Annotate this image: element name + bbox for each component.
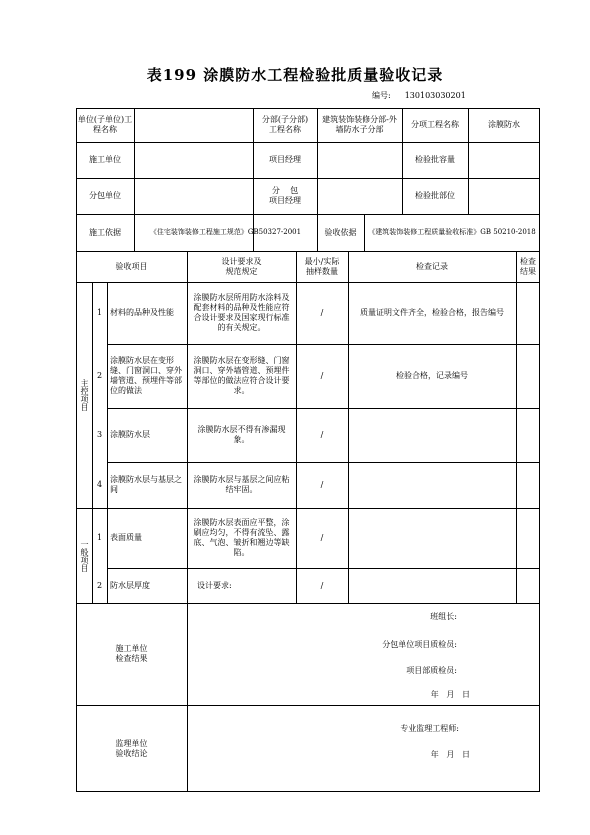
main-control-group-label: 主控项目 xyxy=(80,379,89,411)
item-name: 涂膜防水层 xyxy=(110,430,150,439)
column-header-record: 检查记录 xyxy=(416,261,448,271)
batch-location-label: 检验批部位 xyxy=(415,191,455,200)
item-requirement: 涂膜防水层所用防水涂料及配套材料的品种及性能应符合设计要求及国家现行标准的有关规定。 xyxy=(193,293,290,332)
sub-project-manager-label: 分 包 项目经理 xyxy=(269,186,301,205)
item-number: 1 xyxy=(96,533,103,542)
item-name: 材料的品种及性能 xyxy=(110,308,174,317)
team-leader-label: 班组长: xyxy=(430,612,457,621)
subcontractor-label: 分包单位 xyxy=(89,191,121,200)
item-name: 防水层厚度 xyxy=(110,580,150,590)
item-number: 4 xyxy=(96,480,103,489)
item-number: 1 xyxy=(96,308,103,317)
serial-number xyxy=(372,90,466,101)
contractor-result-label: 施工单位 检查结果 xyxy=(115,644,148,663)
item-sample: / xyxy=(320,533,324,542)
item-requirement: 涂膜防水层在变形缝、门窗洞口、穿外墙管道、预埋件等部位的做法应符合设计要求。 xyxy=(193,356,290,395)
acceptance-basis-label: 验收依据 xyxy=(324,227,357,237)
col-divider xyxy=(516,251,517,603)
column-header-result: 检查 结果 xyxy=(520,256,536,276)
item-requirement: 涂膜防水层不得有渗漏现象。 xyxy=(197,425,286,444)
item-requirement: 涂膜防水层与基层之间应粘结牢固。 xyxy=(193,475,290,494)
serial-label: 编号: xyxy=(372,91,391,100)
construction-basis-value: 《住宅装饰装修工程施工规范》GB50327-2001 xyxy=(149,228,302,236)
item-sample: / xyxy=(320,430,324,439)
item-number: 3 xyxy=(96,430,103,439)
item-name: 涂膜防水层在变形缝、门窗洞口、穿外墙管道、预埋件等部位的做法 xyxy=(110,356,182,395)
acceptance-basis-value: 《建筑装饰装修工程质量验收标准》GB 50210-2018 xyxy=(368,228,536,236)
item-project-value: 涂膜防水 xyxy=(488,120,520,129)
item-sample: / xyxy=(320,480,324,489)
item-requirement: 涂膜防水层表面应平整，涂刷应均匀，不得有流坠、露底、气泡、皱折和翘边等缺陷。 xyxy=(193,518,290,557)
sub-project-label: 分部(子分部)工程名称 xyxy=(261,115,309,134)
serial-value: 130103030201 xyxy=(404,91,466,100)
item-record: 质量证明文件齐全，检验合格，报告编号 xyxy=(360,308,504,317)
item-project-label: 分项工程名称 xyxy=(411,120,459,129)
page-title: 表199 涂膜防水工程检验批质量验收记录 xyxy=(146,66,444,84)
general-group-label: 一般项目 xyxy=(80,539,89,572)
item-number: 2 xyxy=(96,580,103,590)
project-manager-label: 项目经理 xyxy=(269,155,301,164)
item-requirement: 设计要求: xyxy=(197,580,232,590)
item-name: 表面质量 xyxy=(110,533,142,542)
supervisor-conclusion-label: 监理单位 验收结论 xyxy=(115,738,148,758)
item-number: 2 xyxy=(96,371,103,380)
sub-inspector-label: 分包单位项目质检员: xyxy=(382,640,457,649)
item-sample: / xyxy=(320,308,324,317)
column-header-requirement: 设计要求及 规范规定 xyxy=(221,256,262,276)
item-name: 涂膜防水层与基层之间 xyxy=(110,475,182,494)
inspector-label: 项目部质检员: xyxy=(406,666,457,675)
contractor-label: 施工单位 xyxy=(89,155,121,164)
unit-name-label: 单位(子单位)工程名称 xyxy=(77,115,133,134)
item-sample: / xyxy=(320,580,324,590)
date-line: 年 月 日 xyxy=(430,690,470,699)
batch-quantity-label: 检验批容量 xyxy=(415,155,455,164)
construction-basis-label: 施工依据 xyxy=(89,227,121,237)
column-header-item: 验收项目 xyxy=(115,261,148,271)
sub-project-value: 建筑装饰装修分部-外墙防水子分部 xyxy=(322,115,397,134)
item-record: 检验合格，记录编号 xyxy=(396,371,468,380)
date-line: 年 月 日 xyxy=(430,750,470,759)
supervising-engineer-label: 专业监理工程师: xyxy=(400,724,459,733)
column-header-sample: 最小/实际 抽样数量 xyxy=(304,256,340,276)
item-sample: / xyxy=(320,371,324,380)
